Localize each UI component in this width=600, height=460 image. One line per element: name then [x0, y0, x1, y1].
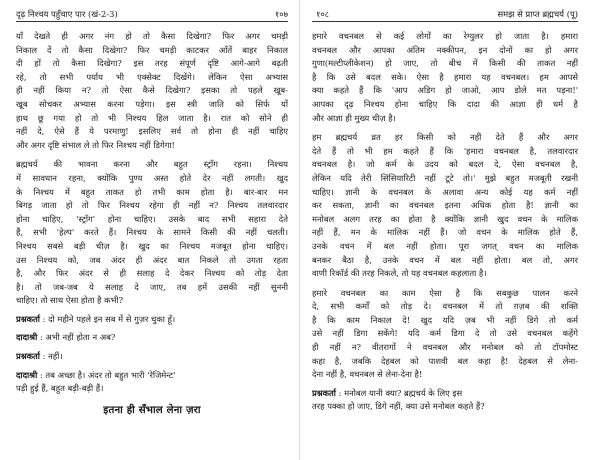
dialogue-entry: [16, 313, 288, 327]
left-running-head: [16, 8, 288, 22]
text-line: नहीं दे, ऐसे हैं ये परमाणु! इसलिए सर्व तो होना ही नहीं चाहिए: [16, 126, 288, 137]
dialogue-entry: [16, 369, 288, 396]
text-line: है। तो जब-जब ये सलाह दे जाए, तब हमें उसकी नहीं सुननी: [16, 281, 288, 292]
text-line: है कि उसे बदल सके। ऐसा है हमारा यह वचनबल। हम आपसे: [312, 71, 578, 82]
text-line: है, और फिर अंदर से ही सलाह दे देकर निश्चय को तोड़ देता: [16, 268, 288, 279]
text-line: देते हैं तो भी हम कहते हैं कि 'हमारा वचनबल है, तलवारदार: [312, 145, 578, 156]
text-line: लेकिन यदि तेरी सिंसियारिटी नहीं टूटे तो।' मुझे बहुत मजबूती रखनी: [312, 172, 578, 183]
text-line: मनोबल अलग तरह का होता है क्योंकि ज्ञानी खुद वचन के मालिक: [312, 213, 578, 224]
text-line: दी हों तो कैसा दिखेगा? इस तरह संपूर्ण दृष्टि आगे-आगे बढ़ती: [16, 58, 288, 69]
text-line: हैं, सभी 'हेल्प' करते हैं। निश्चय के सामने किसी की नहीं चलती।: [16, 227, 288, 238]
text-line: और आज्ञा ही मुख्य चीज़ है।: [312, 112, 396, 123]
text-line: में सावधान रहना, क्योंकि पुण्य अस्त होते देर नहीं लगती। खुद: [16, 172, 288, 183]
speaker-separator: :: [39, 313, 49, 324]
text-line: कहा है, जबकि देहबल को पाशवी बल कहा है! देहबल से लेना-: [312, 355, 578, 366]
text-line: ब्रह्मचर्य की भावना करना और बहुत स्ट्रॉंग रहना। निश्चय: [16, 159, 288, 170]
dialogue-line: [312, 400, 578, 414]
text-line: होना चाहिए, 'स्ट्रॉंग' होना चाहिए। उसके बाद सभी सहारा देते: [16, 213, 288, 224]
speaker-label: प्रश्नकर्ता: [16, 351, 40, 362]
speaker-label: दादाश्री: [16, 332, 38, 343]
dialogue-text: नहीं।: [48, 351, 63, 362]
text-line: दे, सभी कर्मों को तोड़ दे। वचनबल में तो ग़ज़ब की शक्ति: [312, 301, 578, 312]
text-line: ही नहीं किया न? तो ऐसा कैसे दिखेगा? इसका तो पहले खूब-: [16, 85, 288, 96]
dialogue-text: तरह पक्का हो जाए, डिगे नहीं, क्या उसे मनोबल कहते हैं?: [312, 401, 485, 412]
text-line: याँ देखते ही अगर नंग हो तो कैसा दिखेगा? फिर अगर चमड़ी: [16, 31, 288, 41]
text-line: चाहिए। ज्ञानी के वचनबल के अलावा अन्य कोई यह कर्म नहीं: [312, 186, 578, 197]
text-line: चाहिए। तो साथ ऐसा होता है कभी?: [16, 295, 124, 306]
text-line: निकाल दें तो कैसा दिखेगा? फिर चमड़ी काटकर आँतें बाहर निकाल: [16, 44, 288, 55]
text-line: गुणा(मल्टीप्लीकेशन) हो जाए, तो बीच में किसी की ताकत नहीं: [312, 58, 578, 69]
dialogue-entry: [312, 387, 578, 414]
dialogue-text: दो महीने पहले इन सब में से गुज़र चुका हूँ।: [48, 313, 176, 324]
left-page-number: १०७: [274, 9, 288, 19]
dialogue-entry: [16, 331, 288, 345]
text-line: आपका दृढ़ निश्चय होना चाहिए कि दादा की आज्ञा ही धर्म है: [312, 98, 578, 109]
text-line: नहीं हैं, मन के मालिक नहीं हैं। जो वचन के मालिक होते हैं,: [312, 227, 578, 238]
text-line: है कि काम निकाल दे! खुद यदि ज़ब भी नहीं डिगे तो कर्म: [312, 314, 578, 325]
left-header-title: दृढ़ निश्चय पहुँचाए पार (खं-2-3): [16, 9, 118, 19]
text-line: खूब सोचकर अभ्यास करना पड़ेगा। इस स्त्री जाति को सिर्फ यों: [16, 98, 288, 109]
speaker-separator: :: [39, 351, 49, 362]
text-line: और अगर दृष्टि संभाल ले तो फिर निश्चय नहीं डिगेगा!: [16, 139, 175, 150]
dialogue-text: तब अच्छा है। अंदर तो बहुत भारी 'रेजिमेन्ट': [45, 369, 176, 380]
right-page-number: १०८: [316, 9, 330, 19]
text-line: उनके वचन में बल नहीं होता। पूरा जगत् वचन का मालिक: [312, 240, 578, 251]
text-line: क्या कहते हैं कि 'आप अडिग हो जाओ, आप डोले मत पड़ना!': [312, 85, 578, 96]
speaker-label: प्रश्नकर्ता: [16, 313, 40, 324]
text-line: हम ब्रह्मचर्य व्रत हर किसी को नहीं देते हैं और अगर: [312, 132, 578, 143]
right-header-title: समझ से प्राप्त ब्रह्मचर्य (पू): [497, 9, 578, 19]
right-page: [300, 0, 600, 460]
speaker-separator: :: [37, 369, 46, 380]
dialogue-line: [312, 387, 578, 401]
left-dialogue: [16, 313, 288, 396]
dialogue-text: मनोबल यानी क्या? ब्रह्मचर्य के लिए इस: [344, 387, 463, 398]
text-line: वचनबल और आपका अंतिम नक्कीपन, इन दोनों का हो अगर: [312, 44, 578, 55]
dialogue-line: [16, 350, 288, 364]
dialogue-line: [16, 382, 288, 396]
dialogue-text: पड़ी हुई हैं, बहुत बड़ी-बड़ी हैं।: [16, 383, 104, 394]
right-running-head: [312, 8, 578, 22]
text-line: ही नहीं न? वीतरागों ने वचनबल और मनोबल को तो टॉपमोस्ट: [312, 342, 578, 353]
speaker-label: दादाश्री: [16, 369, 38, 380]
text-line: बिगड़ जाता हो तो फिर निश्चय रहेगा ही नहीं न? निश्चय तलवारदार: [16, 200, 288, 211]
right-dialogue: [312, 387, 578, 414]
speaker-separator: :: [335, 387, 345, 398]
text-line: उस निश्चय को, जब अंदर ही अंदर बात निकले तो उगता रहता: [16, 254, 288, 265]
text-line: वचनबल है। जो कर्म के उदय को बदल दे, ऐसा वचनबल है,: [312, 159, 578, 170]
left-body-text: [16, 30, 288, 308]
text-line: हमारे वचनबल से कई लोगों का रेग्युलर हो जाता है। हमारा: [312, 31, 578, 41]
dialogue-line: [16, 331, 288, 345]
left-subheading: इतना ही सँभाल लेना ज़रा: [103, 403, 201, 416]
text-line: हमारे वचनबल का काम ऐसा है कि सबकुछ पालन करने: [312, 287, 578, 298]
text-line: बनकर बैठा है, उनके वचन में बल नहीं होता। बल तो, अगर: [312, 254, 578, 265]
text-line: रहे, तो सभी पर्याय भी एक्सेक्ट दिखेंगे। लेकिन ऐसा अभ्यास: [16, 71, 288, 82]
text-line: वाणी रिकॉर्ड की तरह निकले, तो यह वचनबल कहलाता है।: [312, 268, 487, 279]
speaker-label: प्रश्नकर्ता: [312, 387, 336, 398]
text-line: कर सकता, ज्ञानी का वचनबल इतना अधिक होता है! ज्ञानी का: [312, 200, 578, 211]
text-line: के निश्चय में बहुत ताकत हो तभी काम होता है। बार-बार मन: [16, 186, 288, 197]
dialogue-line: [16, 313, 288, 327]
text-line: देना नहीं है, वचनबल से लेना-देना है!: [312, 369, 423, 380]
speaker-separator: :: [37, 332, 46, 343]
text-line: उसे नहीं डिगा सकेंगे! यदि कर्म डिगा दे तो उसे वचनबल कहेंगे: [312, 328, 578, 339]
dialogue-text: अभी नहीं होता न अब?: [45, 332, 116, 343]
dialogue-entry: [16, 350, 288, 364]
text-line: निश्चय सबसे बड़ी चीज़ है। खुद का निश्चय मजबूत होना चाहिए।: [16, 240, 288, 251]
dialogue-line: [16, 369, 288, 383]
text-line: हाथ छू गया हो तो भी निश्चय हिल जाता है। रात को सोने ही: [16, 112, 288, 123]
right-body-text: [312, 30, 578, 382]
